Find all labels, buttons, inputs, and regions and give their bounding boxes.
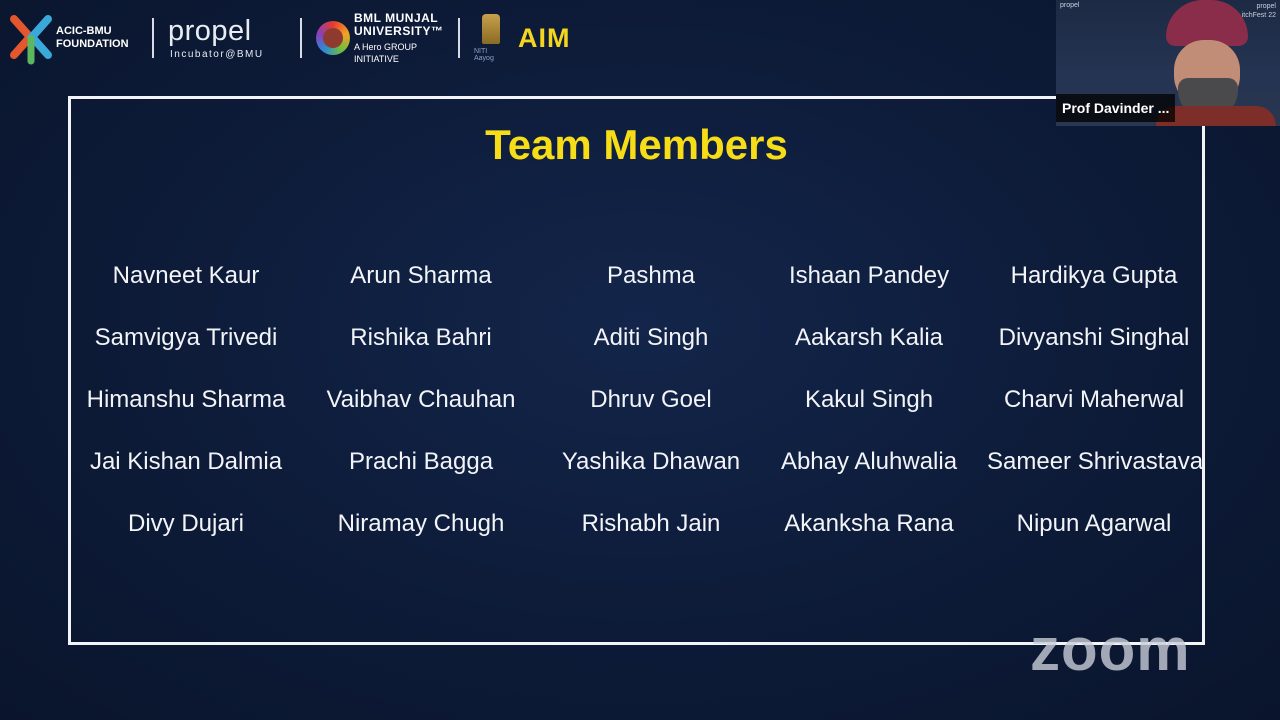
team-member-name: Ishaan Pandey	[788, 262, 950, 289]
team-member-name: Divy Dujari	[127, 510, 244, 537]
niti-logo-text: NITI Aayog	[474, 48, 494, 62]
acic-cross-logo-icon	[8, 9, 54, 67]
team-member-name: Rishika Bahri	[350, 324, 492, 351]
partner-logos-bar	[8, 6, 571, 70]
team-member-name: Nipun Agarwal	[1016, 510, 1172, 537]
team-member-name: Aditi Singh	[593, 324, 709, 351]
propel-logo-word: propel	[168, 14, 252, 47]
bmu-circle-logo-icon	[316, 21, 350, 55]
team-member-name: Aakarsh Kalia	[794, 324, 944, 351]
bmu-logo-tagline: A Hero GROUP INITIATIVE	[354, 41, 417, 64]
niti-aayog-logo	[474, 14, 508, 62]
team-member-name: Prachi Bagga	[348, 448, 494, 475]
logo-divider	[300, 18, 302, 58]
participant-video-tile[interactable]	[1056, 0, 1280, 126]
team-member-name: Himanshu Sharma	[86, 386, 286, 413]
propel-logo-tagline: Incubator@BMU	[170, 48, 264, 60]
aim-logo: AIM	[518, 22, 571, 53]
team-member-name: Charvi Maherwal	[1003, 386, 1185, 413]
team-member-name: Niramay Chugh	[337, 510, 505, 537]
team-member-name: Vaibhav Chauhan	[326, 386, 516, 413]
acic-logo-text: ACIC-BMU FOUNDATION	[56, 25, 129, 50]
team-member-name: Rishabh Jain	[581, 510, 721, 537]
national-emblem-icon	[482, 14, 500, 44]
participant-name-label: Prof Davinder ...	[1056, 94, 1175, 122]
team-members-grid	[81, 249, 1204, 559]
team-member-name: Navneet Kaur	[112, 262, 260, 289]
team-member-name: Dhruv Goel	[590, 386, 712, 413]
team-member-name: Yashika Dhawan	[561, 448, 741, 475]
team-member-name: Pashma	[606, 262, 696, 289]
tile-background-text: propel	[1060, 2, 1080, 9]
team-member-name: Divyanshi Singhal	[998, 324, 1190, 351]
team-member-name: Abhay Aluhwalia	[780, 448, 958, 475]
team-member-name: Sameer Shrivastava	[987, 448, 1204, 475]
logo-divider	[458, 18, 460, 58]
presentation-slide	[68, 96, 1205, 645]
team-member-name: Arun Sharma	[350, 262, 492, 289]
team-member-name: Hardikya Gupta	[1010, 262, 1178, 289]
zoom-watermark: zoom	[1030, 616, 1191, 683]
slide-title: Team Members	[485, 121, 788, 168]
propel-logo	[168, 14, 286, 60]
logo-divider	[152, 18, 154, 58]
team-member-name: Kakul Singh	[804, 386, 934, 413]
team-member-name: Jai Kishan Dalmia	[89, 448, 283, 475]
bml-munjal-logo	[316, 12, 444, 65]
team-member-name: Samvigya Trivedi	[94, 324, 278, 351]
acic-bmu-logo	[8, 9, 138, 67]
tile-background-text-right: propel itchFest 22	[1241, 3, 1276, 19]
bmu-logo-name: BML MUNJAL UNIVERSITY™	[354, 10, 444, 38]
team-member-name: Akanksha Rana	[784, 510, 954, 537]
